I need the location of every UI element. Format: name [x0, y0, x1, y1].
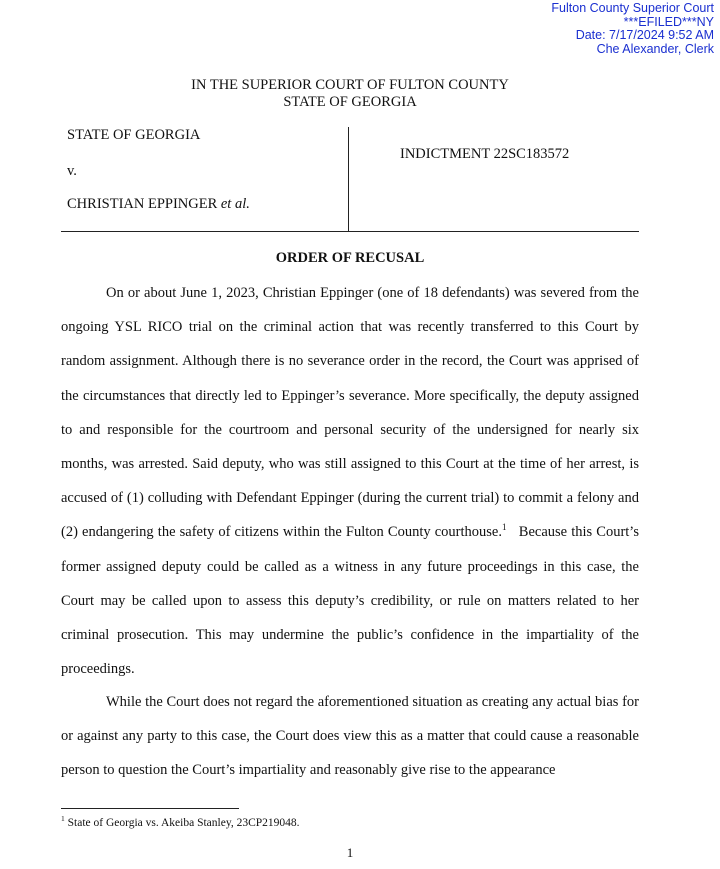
efile-stamp	[551, 2, 714, 56]
caption-plaintiff: STATE OF GEORGIA	[67, 127, 201, 143]
paragraph-1	[61, 276, 643, 686]
court-header-line2: STATE OF GEORGIA	[283, 94, 417, 110]
court-header	[0, 77, 700, 111]
paragraph-2: While the Court does not regard the aforementioned situation as creating any actual bias for or against any party to this case, the Court does view this as a matter that could cause a reasonable person to question the Court’s impartiality and reasonably give rise to the appearance	[61, 694, 639, 779]
footnote-number: 1	[61, 814, 65, 824]
stamp-status: ***EFILED***NY	[623, 14, 714, 29]
caption-defendant-suffix: et al.	[220, 196, 250, 212]
footnote-reference[interactable]: 1	[501, 522, 507, 533]
caption-divider-vertical	[348, 127, 349, 231]
document-title: ORDER OF RECUSAL	[275, 250, 425, 266]
footnote	[61, 814, 300, 829]
paragraph-1-text-a: On or about June 1, 2023, Christian Eppinger (one of 18 defendants) was severed from the ongoing YSL RICO trial on the criminal action that was recently transferred to this Court by random assignment. Although there is no severance order in the record, the Court was apprised of the circumstances that directly led to Eppinger’s severance. More specifically, the deputy assigned to and responsible for the courtroom and personal security of the undersigned for nearly six months, was arrested. Said deputy, who was still assigned to this Court at the time of her arrest, is accused of (1) colluding with Defendant Eppinger (during the current trial) to commit a felony and (2) endangering the safety of citizens within the Fulton County courthouse.	[61, 285, 639, 541]
footnote-separator	[61, 808, 239, 809]
footnote-text: State of Georgia vs. Akeiba Stanley, 23CP219048.	[64, 817, 300, 829]
paragraph-1-text-b: Because this Court’s former assigned deputy could be called as a witness in any future proceedings in this case, the Court may be called upon to assess this deputy’s credibility, or rule on matters related to her criminal prosecution. This may undermine the public’s confidence in the impartiality of the proceedings.	[61, 524, 643, 678]
stamp-clerk: Che Alexander, Clerk	[596, 41, 714, 56]
stamp-date: Date: 7/17/2024 9:52 AM	[575, 28, 714, 43]
caption-versus: v.	[67, 163, 77, 179]
indictment-number: INDICTMENT 22SC183572	[400, 146, 570, 162]
court-header-line1: IN THE SUPERIOR COURT OF FULTON COUNTY	[191, 77, 509, 93]
page-number: 1	[346, 845, 354, 860]
stamp-court: Fulton County Superior Court	[551, 1, 714, 15]
caption-defendant-line	[67, 196, 250, 213]
caption-defendant: CHRISTIAN EPPINGER	[67, 196, 218, 212]
caption-divider-horizontal	[61, 231, 639, 232]
